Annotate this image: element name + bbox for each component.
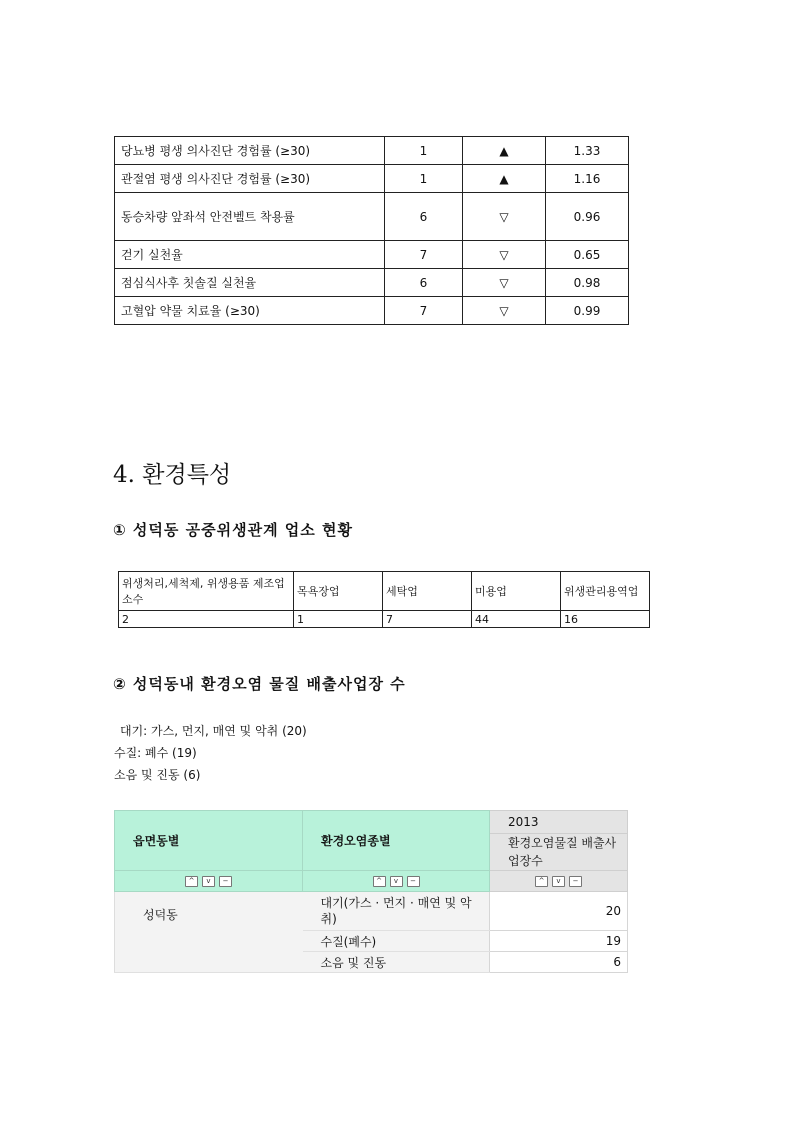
table-row xyxy=(115,193,629,241)
sort-ascending-button[interactable]: ^ xyxy=(185,876,198,887)
indicator-rank: 1 xyxy=(385,165,463,193)
collapse-button[interactable]: − xyxy=(407,876,420,887)
count-cell: 6 xyxy=(490,952,628,973)
section-title: 4. 환경특성 xyxy=(113,462,232,488)
table-row xyxy=(119,611,650,628)
indicator-value: 0.98 xyxy=(546,269,629,297)
pollution-type-cell: 수질(폐수) xyxy=(303,931,490,952)
sort-descending-button[interactable]: v xyxy=(552,876,565,887)
column-header: 위생처리,세척제, 위생용품 제조업소수 xyxy=(119,572,294,611)
column-controls-row xyxy=(115,871,628,892)
column-header-count: 환경오염물질 배출사업장수 xyxy=(490,834,628,871)
indicator-value: 0.96 xyxy=(546,193,629,241)
column-header-pollution-type: 환경오염종별 xyxy=(303,811,490,871)
sort-ascending-button[interactable]: ^ xyxy=(535,876,548,887)
indicator-name: 동승차량 앞좌석 안전벨트 착용률 xyxy=(115,193,385,241)
indicator-name: 관절염 평생 의사진단 경험률 (≥30) xyxy=(115,165,385,193)
sort-ascending-button[interactable]: ^ xyxy=(373,876,386,887)
indicator-rank: 6 xyxy=(385,269,463,297)
indicator-name: 점심식사후 칫솔질 실천율 xyxy=(115,269,385,297)
sanitation-business-table xyxy=(118,571,650,628)
indicator-rank: 7 xyxy=(385,297,463,325)
collapse-button[interactable]: − xyxy=(219,876,232,887)
indicator-rank: 1 xyxy=(385,137,463,165)
column-header: 미용업 xyxy=(472,572,561,611)
column-header: 위생관리용역업 xyxy=(561,572,650,611)
indicator-rank: 6 xyxy=(385,193,463,241)
count-cell: 19 xyxy=(490,931,628,952)
column-header: 목욕장업 xyxy=(294,572,383,611)
indicator-trend-symbol: ▽ xyxy=(463,297,546,325)
indicator-value: 0.99 xyxy=(546,297,629,325)
column-header-region: 읍면동별 xyxy=(115,811,303,871)
column-controls xyxy=(303,871,490,892)
sort-descending-button[interactable]: v xyxy=(390,876,403,887)
table-row xyxy=(115,165,629,193)
table-row xyxy=(115,269,629,297)
indicator-trend-symbol: ▽ xyxy=(463,269,546,297)
pollution-type-cell: 소음 및 진동 xyxy=(303,952,490,973)
column-controls xyxy=(490,871,628,892)
table-row xyxy=(115,892,628,931)
indicator-value: 0.65 xyxy=(546,241,629,269)
collapse-button[interactable]: − xyxy=(569,876,582,887)
table-cell: 44 xyxy=(472,611,561,628)
table-row xyxy=(115,137,629,165)
table-row xyxy=(115,297,629,325)
table-cell: 1 xyxy=(294,611,383,628)
sort-descending-button[interactable]: v xyxy=(202,876,215,887)
column-header: 세탁업 xyxy=(383,572,472,611)
table-cell: 7 xyxy=(383,611,472,628)
indicator-rank: 7 xyxy=(385,241,463,269)
region-cell: 성덕동 xyxy=(115,892,303,973)
indicator-name: 당뇨병 평생 의사진단 경험률 (≥30) xyxy=(115,137,385,165)
indicator-trend-symbol: ▽ xyxy=(463,193,546,241)
pollution-line-air: 대기: 가스, 먼지, 매연 및 악취 (20) xyxy=(120,724,307,738)
column-controls xyxy=(115,871,303,892)
indicator-name: 걷기 실천율 xyxy=(115,241,385,269)
pollution-line-water: 수질: 폐수 (19) xyxy=(114,746,197,760)
pollution-stats-table xyxy=(114,810,628,973)
indicator-value: 1.16 xyxy=(546,165,629,193)
indicator-value: 1.33 xyxy=(546,137,629,165)
subsection-title-sanitation: ① 성덕동 공중위생관계 업소 현황 xyxy=(113,521,353,539)
indicator-trend-symbol: ▲ xyxy=(463,165,546,193)
subsection-title-pollution: ② 성덕동내 환경오염 물질 배출사업장 수 xyxy=(113,675,406,693)
health-indicator-table xyxy=(114,136,629,325)
year-header: 2013 xyxy=(490,811,628,834)
indicator-trend-symbol: ▲ xyxy=(463,137,546,165)
table-row xyxy=(115,241,629,269)
pollution-type-cell: 대기(가스 · 먼지 · 매연 및 악취) xyxy=(303,892,490,931)
indicator-name: 고혈압 약물 치료율 (≥30) xyxy=(115,297,385,325)
table-cell: 2 xyxy=(119,611,294,628)
count-cell: 20 xyxy=(490,892,628,931)
table-cell: 16 xyxy=(561,611,650,628)
pollution-line-noise: 소음 및 진동 (6) xyxy=(114,768,201,782)
indicator-trend-symbol: ▽ xyxy=(463,241,546,269)
table-header-row xyxy=(119,572,650,611)
table-header-row xyxy=(115,811,628,834)
